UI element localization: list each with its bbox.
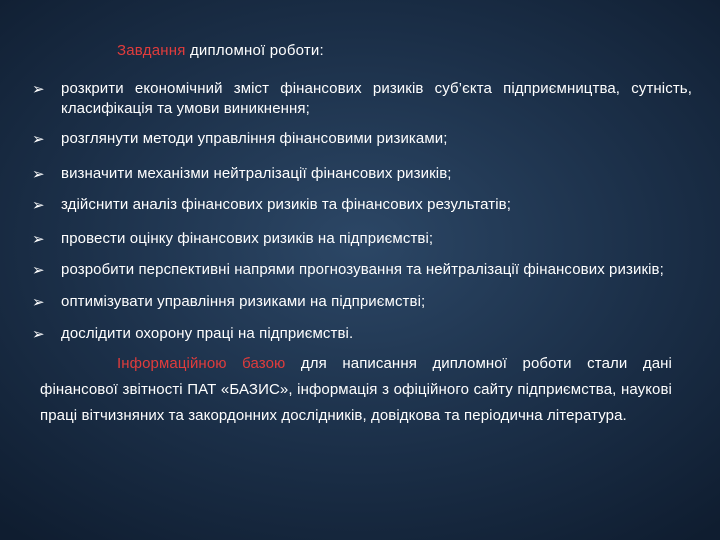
paragraph-accent: Інформаційною базою [117,355,286,372]
list-item [32,129,448,149]
list-item [32,229,433,249]
list-item [32,79,692,119]
arrow-bullet-icon: ➢ [32,196,45,214]
list-item-text: здійснити аналіз фінансових ризиків та фінансових результатів; [61,196,512,213]
paragraph-rest: для написання дипломної роботи стали дані фінансової звітності ПАТ «БАЗИС», інформація з офіційного сайту підприємства, наукові праці вітчизняних та закордонних дослідників, довідкова та періодична література. [40,355,672,424]
arrow-bullet-icon: ➢ [32,325,45,343]
list-item-text: розглянути методи управління фінансовими ризиками; [61,130,448,147]
arrow-bullet-icon: ➢ [32,261,45,279]
arrow-bullet-icon: ➢ [32,80,45,98]
info-base-paragraph [40,351,672,429]
list-item [32,195,511,215]
list-item [32,292,425,312]
list-item [32,164,452,184]
list-item-text: дослідити охорону праці на підприємстві. [61,325,354,342]
list-item-text: визначити механізми нейтралізації фінансових ризиків; [61,165,452,182]
slide-title [117,42,324,59]
arrow-bullet-icon: ➢ [32,165,45,183]
list-item-text: розробити перспективні напрями прогнозування та нейтралізації фінансових ризиків; [61,261,664,278]
arrow-bullet-icon: ➢ [32,230,45,248]
arrow-bullet-icon: ➢ [32,293,45,311]
list-item-text: провести оцінку фінансових ризиків на підприємстві; [61,230,434,247]
list-item-text: оптимізувати управління ризиками на підприємстві; [61,293,426,310]
list-item-text: розкрити економічний зміст фінансових ризиків суб’єкта підприємництва, сутність, класифікація та умови виникнення; [61,80,692,117]
title-accent: Завдання [117,42,186,59]
arrow-bullet-icon: ➢ [32,130,45,148]
list-item [32,324,353,344]
title-rest: дипломної роботи: [185,42,324,59]
list-item [32,260,664,280]
